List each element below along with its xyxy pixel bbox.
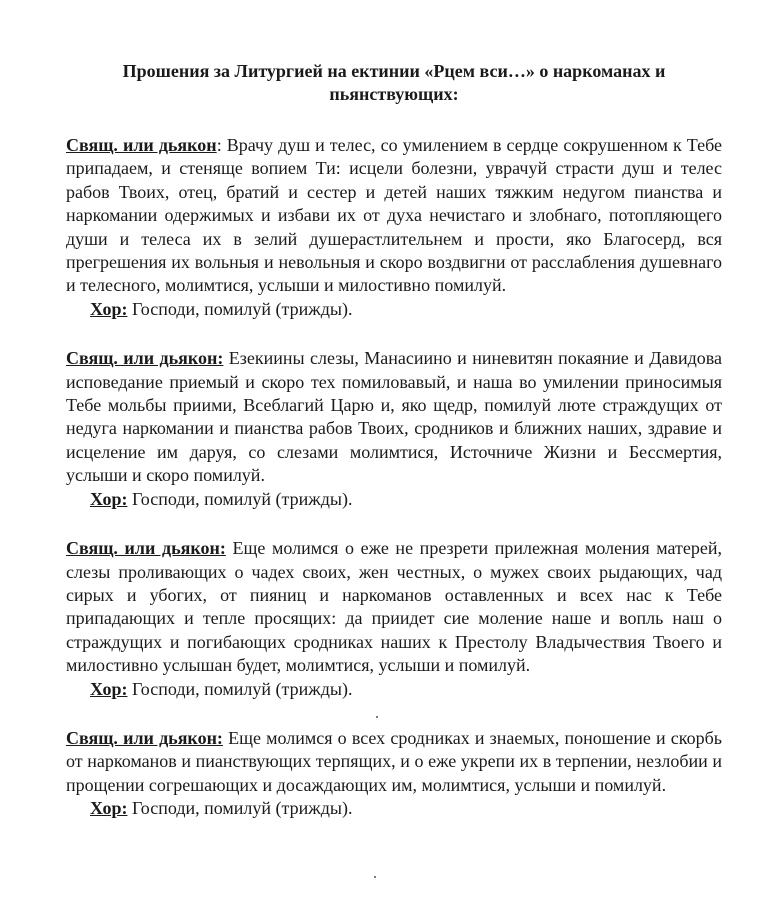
choir-text: Господи, помилуй (трижды). [127, 298, 353, 319]
choir-label: Хор: [90, 488, 128, 509]
choir-response [66, 797, 722, 820]
choir-label: Хор: [90, 298, 128, 319]
petition-block-1 [66, 134, 722, 321]
speaker-label: Свящ. или дьякон [66, 135, 217, 155]
choir-text: Господи, помилуй (трижды). [127, 488, 353, 509]
petition-paragraph [66, 347, 722, 487]
petition-block-4 [66, 727, 722, 821]
petition-block-2 [66, 347, 722, 511]
speaker-label: Свящ. или дьякон: [66, 348, 224, 369]
speaker-label: Свящ. или дьякон: [66, 538, 226, 559]
choir-label: Хор: [90, 798, 128, 819]
scan-speck [376, 716, 378, 718]
petition-paragraph [66, 134, 722, 298]
petition-text: Еще молимся о еже не презрети прилежная моления матерей, слезы проливающих о чадех своих, жен честных, о мужех своих рыдающих, чад сирых и убогих, от пияниц и наркоманов оставленных и всех нас к Тебе припадающих и тепле просящих: да приидет сие моление наше и вопль наш о страждущих и погибающих сродниках наших к Престолу Владычествия Твоего и милостивно услышан будет, молимтися, услыши и помилуй. [66, 538, 723, 676]
petition-paragraph [66, 727, 722, 797]
choir-text: Господи, помилуй (трижды). [127, 678, 353, 699]
speaker-label: Свящ. или дьякон: [66, 727, 223, 748]
petition-text: Езекиины слезы, Манасиино и ниневитян покаяние и Давидова исповедание приемый и скоро тех помиловавый, и наша во умилении приносимыя Тебе мольбы приими, Всеблагий Царю и, яко щедр, помилуй люте страждущих от недуга наркомании и пианства рабов Твоих, сродников и ближних наших, здравие и исцеление им даруя, со слезами молимтися, Источниче Жизни и Бессмертия, услыши и скоро помилуй. [66, 348, 723, 486]
choir-response [66, 488, 722, 511]
choir-text: Господи, помилуй (трижды). [127, 798, 353, 819]
document-title: Прошения за Литургией на ектинии «Рцем вси…» о наркоманах и пьянствующих: [122, 61, 666, 104]
choir-response [66, 678, 722, 701]
petition-block-3 [66, 537, 722, 701]
speaker-separator: : [216, 135, 222, 155]
petition-text: Еще молимся о всех сродниках и знаемых, поношение и скорбь от наркоманов и пианствующих терпящих, и о еже укрепи их в терпении, незлобии и прощении согрешающих и досаждающих им, молимтися, услыши и помилуй. [66, 727, 722, 795]
petition-text: Врачу душ и телес, со умилением в сердце сокрушенном к Тебе припадаем, и стеняще вопием Ти: исцели болезни, уврачуй страсти душ и телес рабов Твоих, отец, братий и сестер и детей наших тяжким недугом пианства и наркомании одержимых и избави их от духа нечистаго и злобнаго, потопляющего души и телеса их в зелий душерастлительнем и прости, яко Благосерд, вся прегрешения их вольныя и невольныя и скоро воздвигни от расслабления душевнаго и телесного, молимтися, услыши и милостивно помилуй. [66, 135, 722, 296]
choir-response [66, 298, 722, 321]
scan-speck [374, 876, 376, 878]
petition-paragraph [66, 537, 722, 677]
choir-label: Хор: [90, 678, 128, 699]
